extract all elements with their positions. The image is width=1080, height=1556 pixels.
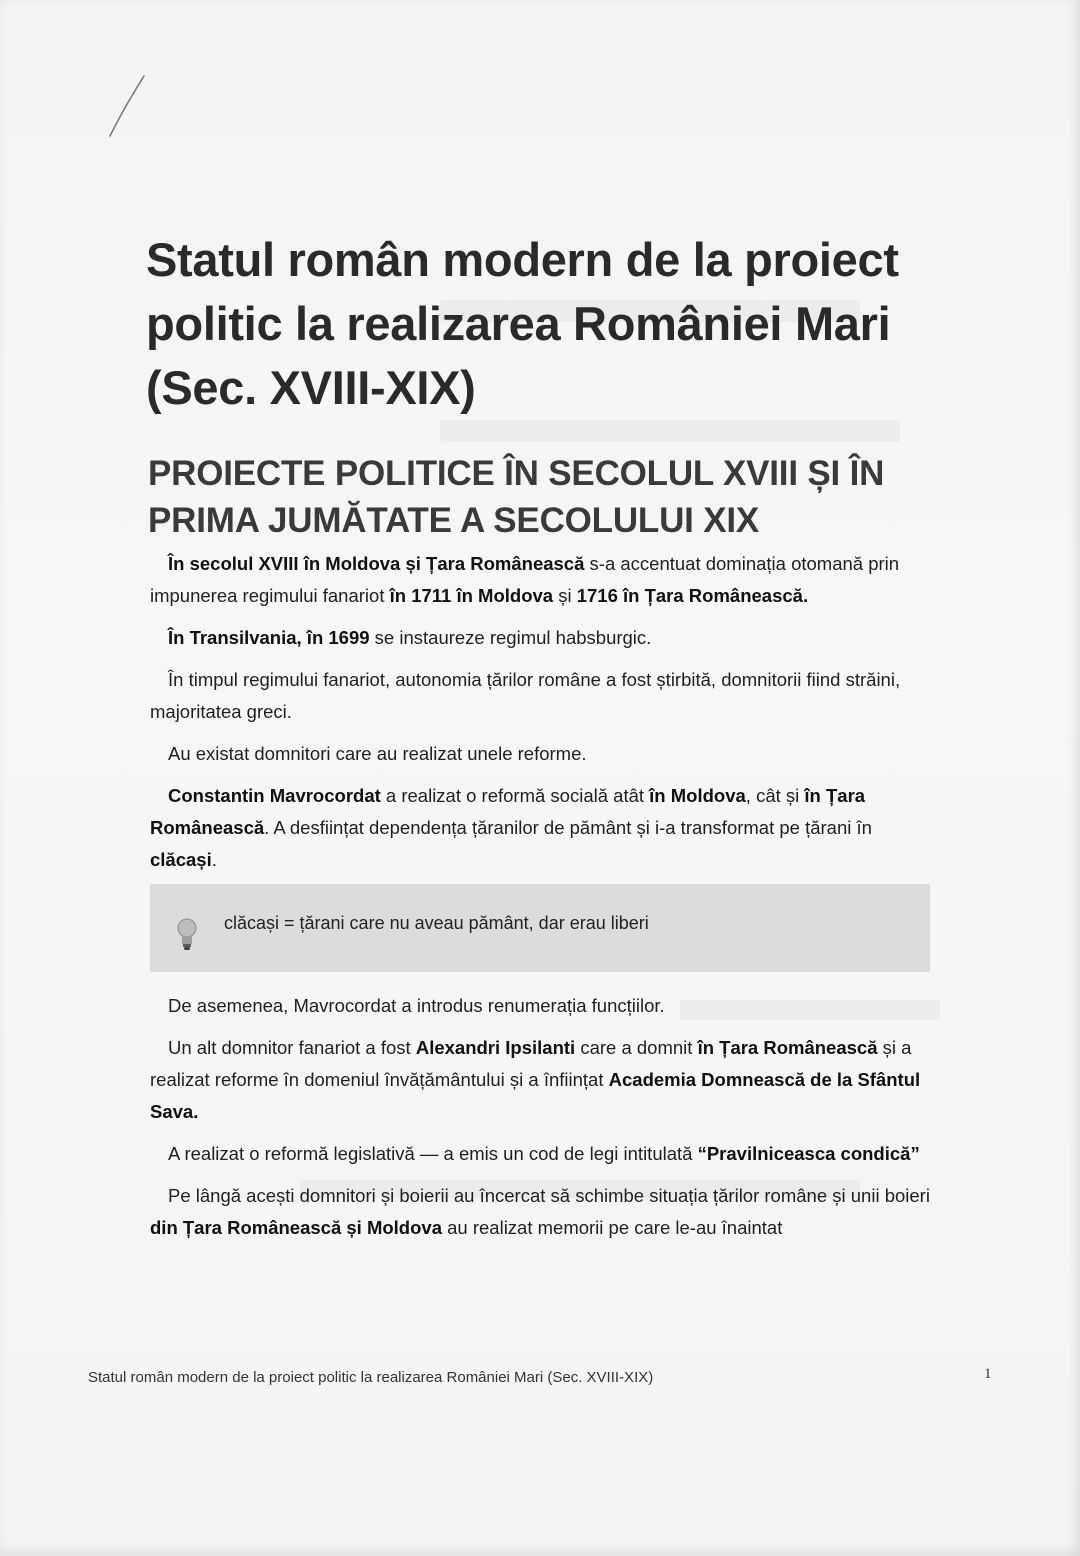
- bold-text-run: clăcași: [150, 849, 212, 870]
- text-run: au realizat memorii pe care le-au înaintat: [441, 1217, 783, 1238]
- text-run: Pe lângă acești domnitori și boierii au încercat să schimbe situația țărilor române și unii boieri: [168, 1185, 930, 1206]
- paragraph: [150, 738, 930, 770]
- page-number: 1: [984, 1366, 992, 1382]
- paragraph: [150, 990, 930, 1022]
- bold-text-run: în 1711 în Moldova: [389, 585, 554, 606]
- text-run: Un alt domnitor fanariot a fost: [168, 1037, 416, 1058]
- bold-text-run: în Țara Românească: [150, 785, 866, 838]
- bold-text-run: în Țara Românească: [697, 1037, 878, 1058]
- paragraph: [150, 1180, 930, 1244]
- running-footer-title: Statul român modern de la proiect politic la realizarea României Mari (Sec. XVIII-XIX): [88, 1369, 654, 1386]
- bold-text-run: “Pravilniceasca condică”: [697, 1143, 920, 1164]
- section-heading: PROIECTE POLITICE ÎN SECOLUL XVIII ȘI ÎN PRIMA JUMĂTATE A SECOLULUI XIX: [148, 454, 885, 540]
- text-run: care a domnit: [575, 1037, 698, 1058]
- lightbulb-icon: [176, 918, 198, 952]
- paragraph: [150, 1138, 930, 1170]
- text-run: . A desființat dependența țăranilor de pământ și i-a transformat pe țărani în: [264, 817, 872, 838]
- bold-text-run: În Transilvania, în 1699: [168, 627, 370, 648]
- bold-text-run: Academia Domnească de la Sfântul Sava.: [150, 1069, 921, 1122]
- bold-text-run: În secolul XVIII în Moldova și Țara Românească: [168, 553, 585, 574]
- text-run: și: [553, 585, 577, 606]
- text-run: s-a accentuat dominația otomană prin impunerea regimului fanariot: [150, 553, 900, 606]
- bold-text-run: Alexandri Ipsilanti: [415, 1037, 576, 1058]
- paragraph: [150, 664, 930, 728]
- body-text-block: [150, 548, 930, 886]
- bold-text-run: 1716 în Țara Românească.: [576, 585, 809, 606]
- bold-text-run: în Moldova: [649, 785, 746, 806]
- text-run: , cât și: [745, 785, 805, 806]
- body-text-block: [150, 990, 930, 1254]
- text-run: .: [211, 849, 217, 870]
- text-run: De asemenea, Mavrocordat a introdus renumerația funcțiilor.: [168, 995, 665, 1016]
- page-title: Statul român modern de la proiect politic la realizarea României Mari (Sec. XVIII-XIX): [146, 233, 899, 414]
- text-run: Au existat domnitori care au realizat unele reforme.: [168, 743, 587, 764]
- definition-note-box: [150, 884, 930, 972]
- text-run: În timpul regimului fanariot, autonomia țărilor române a fost știrbită, domnitorii fiind străini, majoritatea greci.: [150, 669, 901, 722]
- text-run: A realizat o reformă legislativă — a emis un cod de legi intitulată: [168, 1143, 698, 1164]
- text-run: și a realizat reforme în domeniul învățământului și a înființat: [150, 1037, 912, 1090]
- bleed-through-shadow: [440, 420, 900, 442]
- pen-mark-icon: [104, 72, 150, 142]
- text-run: a realizat o reformă socială atât: [380, 785, 650, 806]
- paragraph: [150, 1032, 930, 1128]
- paragraph: [150, 548, 930, 612]
- paragraph: [150, 622, 930, 654]
- definition-note-text: clăcași = țărani care nu aveau pământ, dar erau liberi: [224, 913, 649, 933]
- paragraph: [150, 780, 930, 876]
- bold-text-run: din Țara Românească și Moldova: [150, 1217, 442, 1238]
- bold-text-run: Constantin Mavrocordat: [168, 785, 381, 806]
- text-run: se instaureze regimul habsburgic.: [369, 627, 652, 648]
